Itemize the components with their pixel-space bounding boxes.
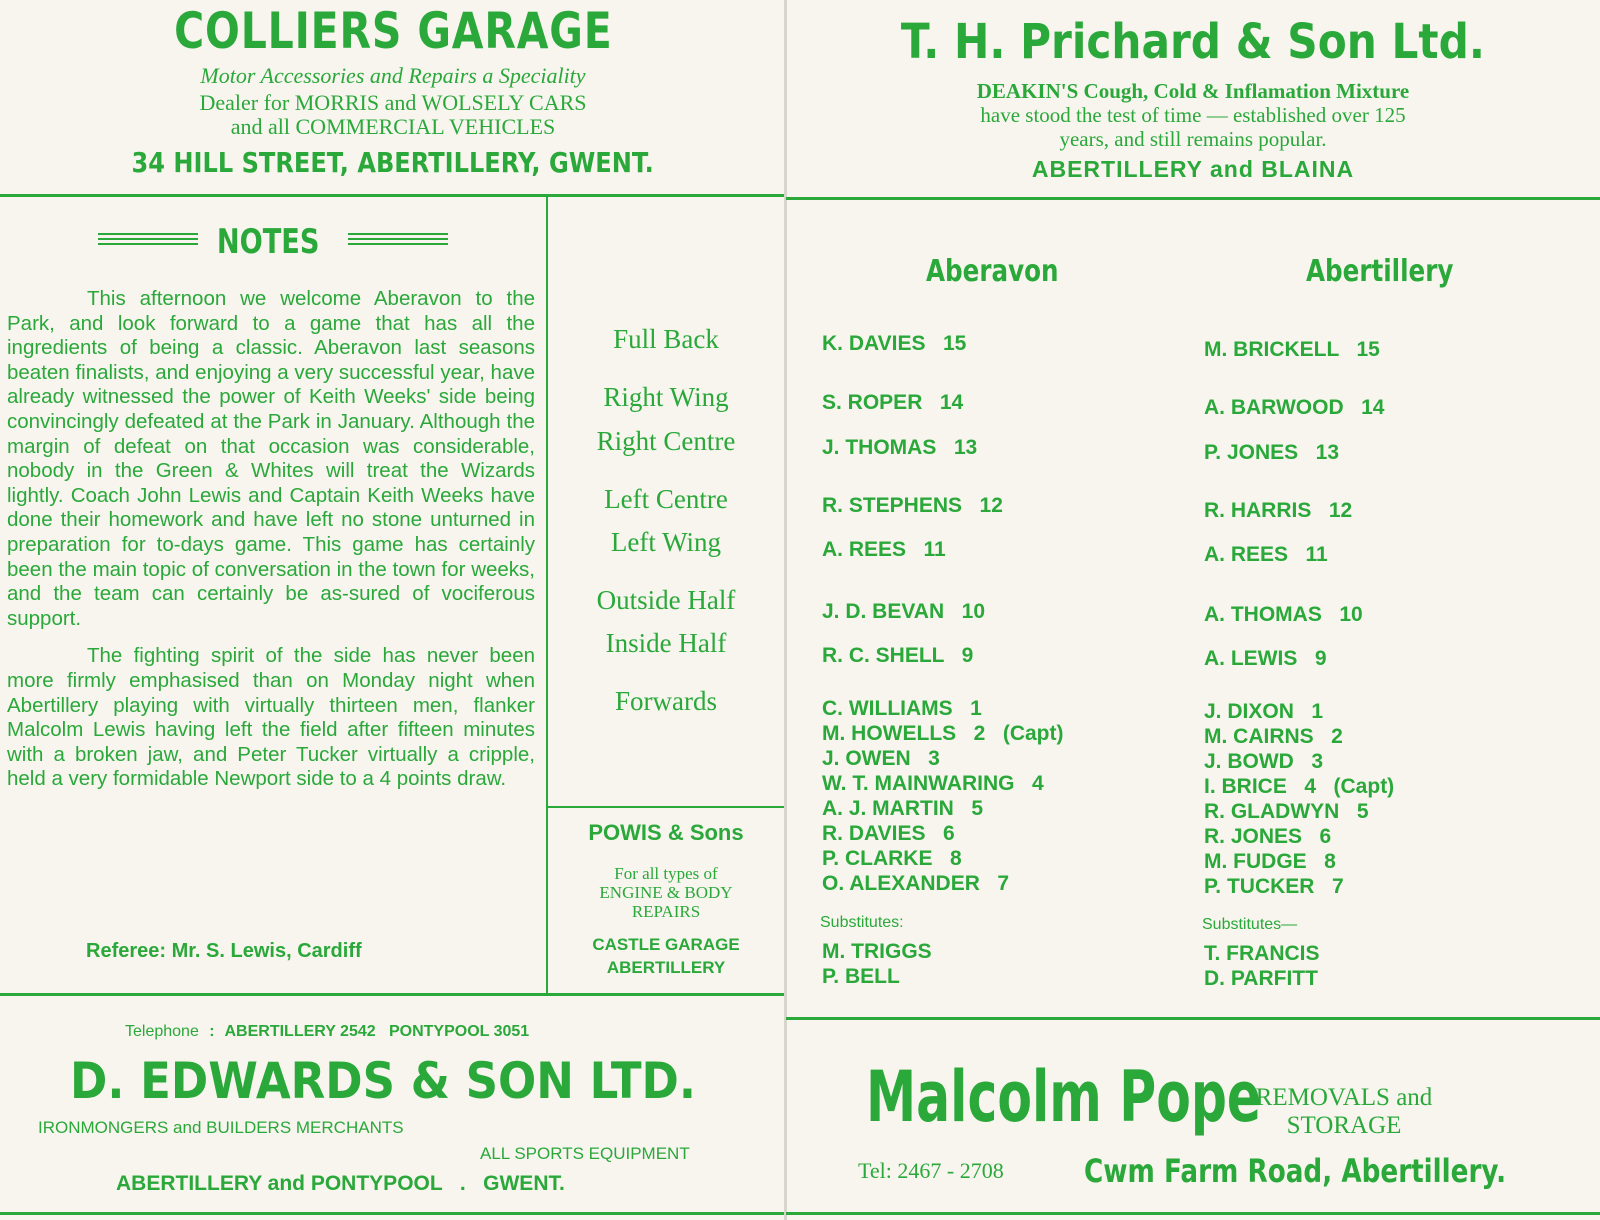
player: M. TRIGGS [822, 940, 932, 963]
player: R. DAVIES 6 [822, 822, 955, 845]
colliers-address: 34 HILL STREET, ABERTILLERY, GWENT. [131, 146, 655, 179]
player: T. FRANCIS [1204, 942, 1320, 965]
position-label: Left Centre [604, 484, 728, 514]
notes-paragraph: This afternoon we welcome Aberavon to the Park, and look forward to a game that has all the ingredients of being a classic. Aberavon last seasons beaten finalists, and enjoying a very successful year, have already witnessed the power of Keith Weeks' side being convincingly defeated at the Park in January. Although the margin of defeat on that occasion was considerable, nobody in the Green & Whites will treat the Wizards lightly. Coach John Lewis and Captain Keith Weeks have done their homework and have left no stone unturned in preparation for to-days game. This game has certainly been the main topic of conversation in the town for weeks, and the team can certainly be as-sured of vociferous support. [7, 287, 535, 630]
edwards-title: D. EDWARDS & SON LTD. [70, 1052, 697, 1110]
prichard-line4: ABERTILLERY and BLAINA [1031, 156, 1355, 182]
notes-paragraph: The fighting spirit of the side has never been more firmly emphasised than on Monday night when Abertillery playing with virtually thirteen men, flanker Malcolm Lewis having left the field after fifteen minutes with a broken jaw, and Peter Tucker virtually a cripple, held a very formidable Newport side to a 4 points draw. [7, 644, 535, 791]
substitutes-label: Substitutes: [820, 914, 904, 931]
notes-body [7, 287, 535, 805]
player: P. TUCKER 7 [1204, 875, 1344, 898]
player: A. REES 11 [822, 538, 946, 561]
position-label: Left Wing [610, 527, 722, 557]
pope-line1: REMOVALS and [1255, 1084, 1433, 1111]
player: I. BRICE 4 (Capt) [1204, 775, 1395, 798]
colliers-line2: Dealer for MORRIS and WOLSELY CARS [199, 90, 587, 115]
player: R. JONES 6 [1204, 825, 1332, 848]
player: J. D. BEVAN 10 [822, 600, 985, 623]
divider [0, 993, 786, 996]
pope-address: Cwm Farm Road, Abertillery. [1084, 1152, 1507, 1190]
player: M. BRICKELL 15 [1204, 338, 1380, 361]
player: D. PARFITT [1204, 967, 1318, 990]
player: M. CAIRNS 2 [1204, 725, 1343, 748]
powis-line: CASTLE GARAGE [592, 935, 740, 954]
powis-line: ENGINE & BODY [599, 883, 733, 902]
player: J. OWEN 3 [822, 747, 940, 770]
colliers-line1: Motor Accessories and Repairs a Speciality [200, 63, 586, 88]
player: P. JONES 13 [1204, 441, 1340, 464]
position-label: Inside Half [605, 628, 727, 658]
notes-ornament [348, 230, 448, 252]
player: R. GLADWYN 5 [1204, 800, 1369, 823]
substitutes-label: Substitutes— [1202, 916, 1298, 933]
edwards-line3: ABERTILLERY and PONTYPOOL . GWENT. [116, 1172, 565, 1195]
position-label: Forwards [615, 686, 717, 716]
divider [786, 197, 1600, 200]
player: C. WILLIAMS 1 [822, 697, 982, 720]
telephone-separator: : [209, 1023, 215, 1040]
notes-title: NOTES [216, 222, 320, 262]
player: P. CLARKE 8 [822, 847, 962, 870]
telephone-numbers: ABERTILLERY 2542 PONTYPOOL 3051 [224, 1023, 530, 1040]
player: O. ALEXANDER 7 [822, 872, 1010, 895]
prichard-line1: DEAKIN'S Cough, Cold & Inflamation Mixture [976, 79, 1410, 103]
player: A. REES 11 [1204, 543, 1328, 566]
telephone-label: Telephone [125, 1023, 199, 1040]
position-label: Outside Half [596, 585, 736, 615]
colliers-line3: and all COMMERCIAL VEHICLES [230, 114, 556, 139]
referee: Referee: Mr. S. Lewis, Cardiff [86, 940, 362, 962]
powis-title: POWIS & Sons [588, 820, 744, 845]
player: A. J. MARTIN 5 [822, 797, 984, 820]
edwards-line2: ALL SPORTS EQUIPMENT [480, 1144, 690, 1163]
team-name: Abertillery [1306, 254, 1454, 289]
right-page [786, 0, 1600, 1220]
player: M. HOWELLS 2 (Capt) [822, 722, 1064, 745]
player: K. DAVIES 15 [822, 332, 967, 355]
pope-line2: STORAGE [1286, 1112, 1402, 1139]
player: S. ROPER 14 [822, 391, 964, 414]
left-page [0, 0, 786, 1220]
player: J. DIXON 1 [1204, 700, 1324, 723]
position-label: Full Back [613, 324, 719, 354]
prichard-line3: years, and still remains popular. [1059, 127, 1327, 151]
player: R. STEPHENS 12 [822, 494, 1003, 517]
powis-line: For all types of [614, 864, 718, 883]
colliers-title: COLLIERS GARAGE [173, 2, 613, 60]
divider [786, 1017, 1600, 1020]
position-label: Right Centre [596, 426, 736, 456]
player: P. BELL [822, 965, 900, 988]
player: J. BOWD 3 [1204, 750, 1324, 773]
player: R. HARRIS 12 [1204, 499, 1353, 522]
divider [0, 194, 786, 197]
divider [546, 806, 786, 808]
player: M. FUDGE 8 [1204, 850, 1336, 873]
position-label: Right Wing [603, 382, 729, 412]
player: R. C. SHELL 9 [822, 644, 974, 667]
edwards-line1: IRONMONGERS and BUILDERS MERCHANTS [38, 1118, 404, 1137]
pope-telephone: Tel: 2467 - 2708 [858, 1158, 1004, 1183]
colliers-garage-ad [0, 0, 786, 196]
prichard-title: T. H. Prichard & Son Ltd. [900, 14, 1486, 70]
player: A. LEWIS 9 [1204, 647, 1327, 670]
powis-line: REPAIRS [631, 902, 701, 921]
prichard-line2: have stood the test of time — established over 125 [980, 103, 1406, 127]
player: W. T. MAINWARING 4 [822, 772, 1044, 795]
player: A. THOMAS 10 [1204, 603, 1363, 626]
powis-line: ABERTILLERY [606, 958, 726, 977]
divider [786, 1212, 1600, 1215]
player: A. BARWOOD 14 [1204, 396, 1385, 419]
divider [546, 197, 548, 995]
pope-title: Malcolm Pope [866, 1056, 1262, 1138]
divider [0, 1212, 786, 1215]
team-name: Aberavon [926, 254, 1059, 289]
player: J. THOMAS 13 [822, 436, 978, 459]
edwards-telephone [125, 1023, 529, 1041]
